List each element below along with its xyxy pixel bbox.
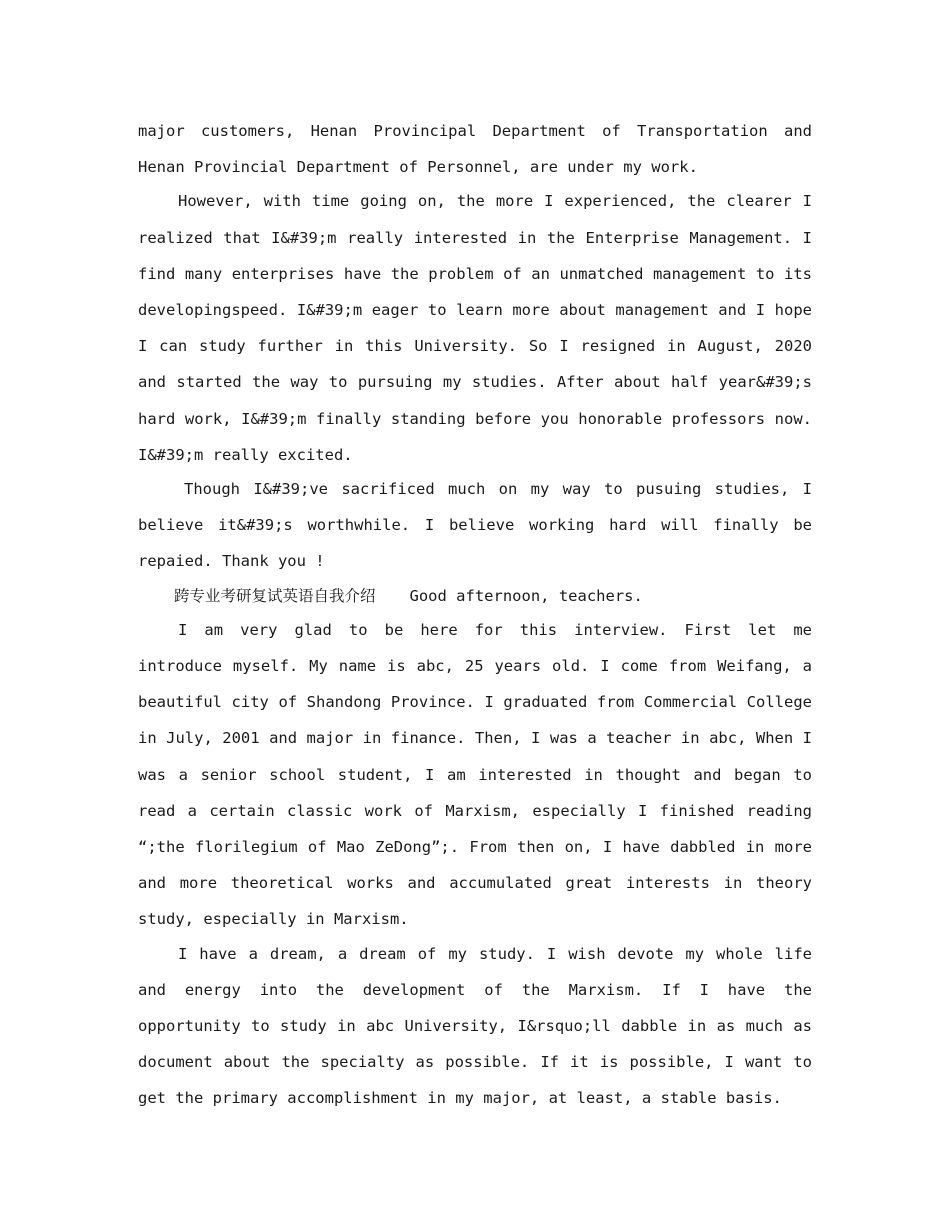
section-heading [138, 578, 812, 614]
paragraph-self-introduction: I am very glad to be here for this interview. First let me introduce myself. My name is abc, 25 years old. I come from Weifang, a beautiful city of Shandong Province. I graduated from Commercial College in July, 2001 and major in finance. Then, I was a teacher in abc, When I was a senior school student, I am interested in thought and began to read a certain classic work of Marxism, especially I finished reading “;the florilegium of Mao ZeDong”;. From then on, I have dabbled in more and more theoretical works and accumulated great interests in theory study, especially in Marxism. [138, 620, 812, 929]
paragraph-closing-thanks: Though I&#39;ve sacrificed much on my way to pusuing studies, I believe it&#39;s worthwhile. I believe working hard will finally be repaied. Thank you ! [138, 480, 812, 571]
paragraph-continuation: major customers, Henan Provincipal Department of Transportation and Henan Provincial Department of Personnel, are under my work. [138, 122, 812, 177]
paragraph-enterprise-management: However, with time going on, the more I experienced, the clearer I realized that I&#39;m really interested in the Enterprise Management. I find many enterprises have the problem of an unmatched management to its developingspeed. I&#39;m eager to learn more about management and I hope I can study further in this University. So I resigned in August, 2020 and started the way to pursuing my studies. After about half year&#39;s hard work, I&#39;m finally standing before you honorable professors now. I&#39;m really excited. [138, 192, 812, 464]
greeting-text: Good afternoon, teachers. [409, 586, 643, 605]
document-page [138, 113, 812, 1115]
paragraph-dream: I have a dream, a dream of my study. I wish devote my whole life and energy into the development of the Marxism. If I have the opportunity to study in abc University, I&rsquo;ll dabble in as much as document about the specialty as possible. If it is possible, I want to get the primary accomplishment in my major, at least, a stable basis. [138, 944, 812, 1108]
section-title-cn: 跨专业考研复试英语自我介绍 [174, 586, 376, 605]
